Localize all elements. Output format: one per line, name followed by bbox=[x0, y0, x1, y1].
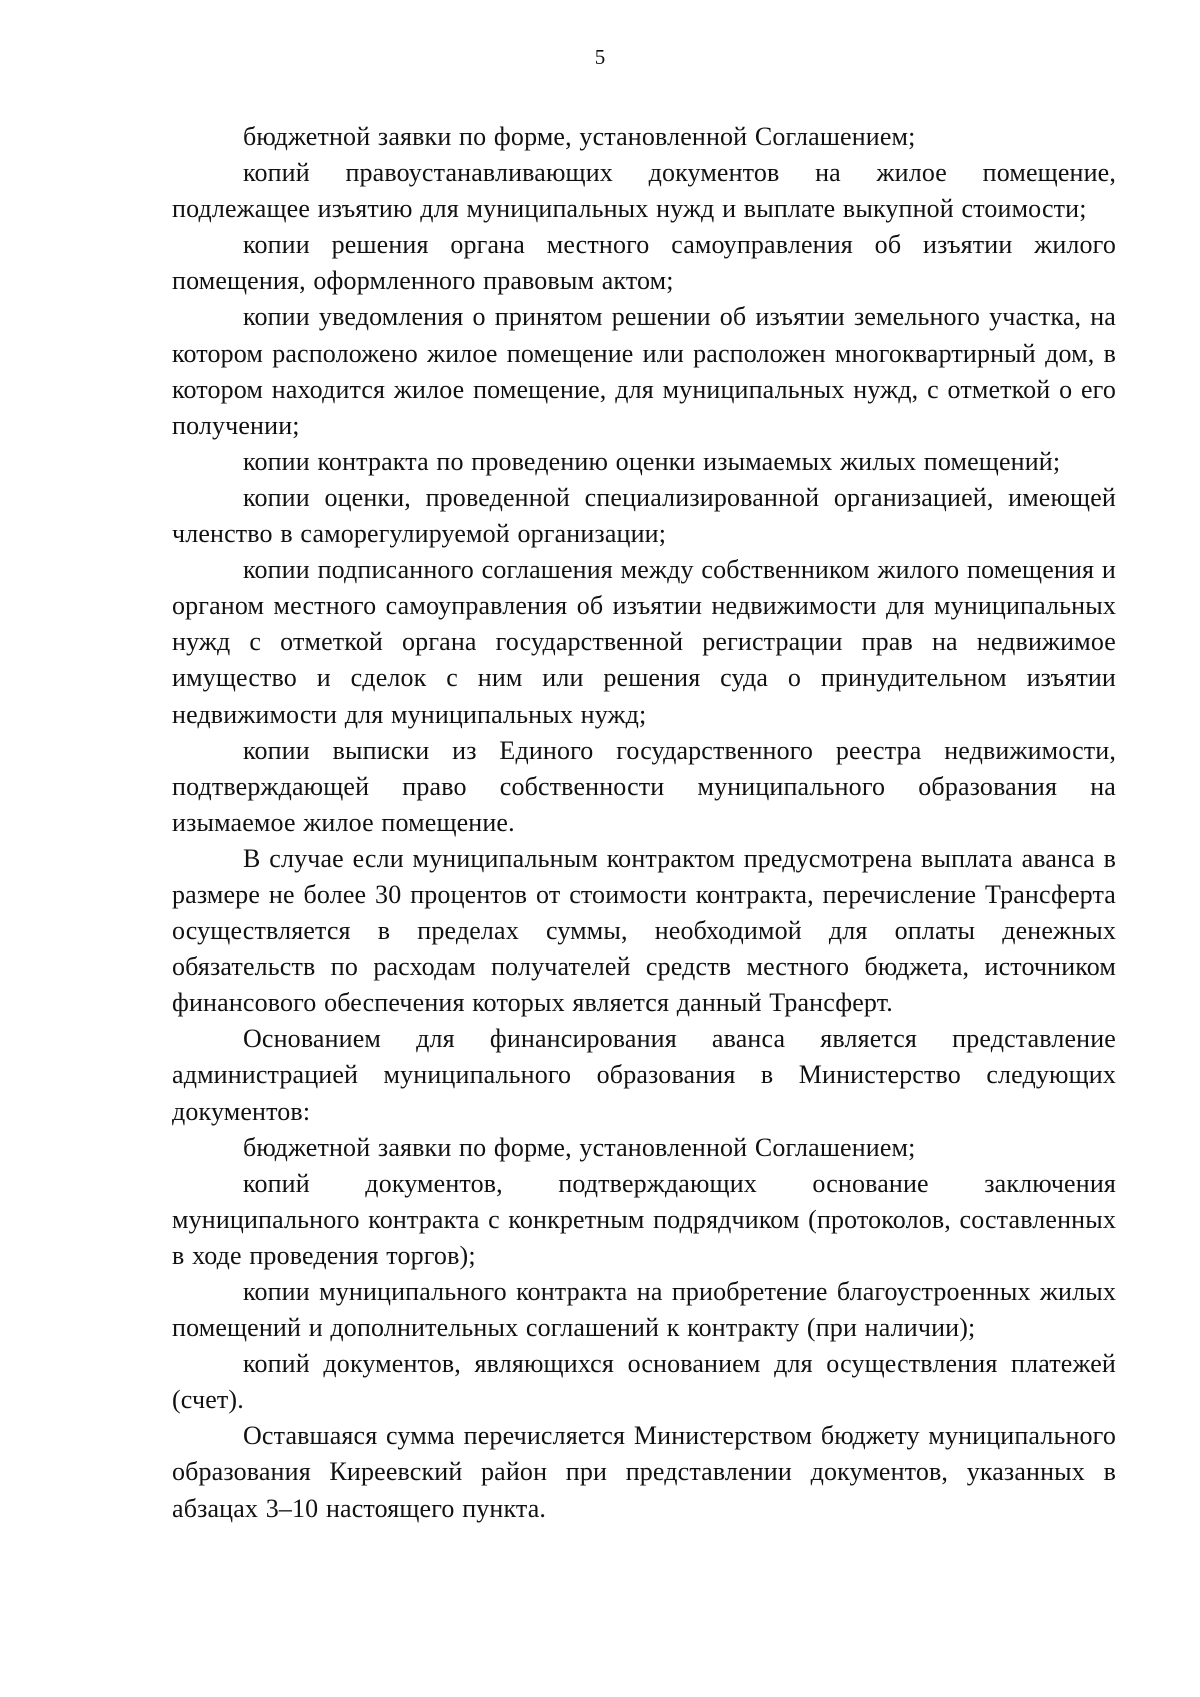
page-number: 5 bbox=[594, 45, 606, 69]
paragraph-registry-extract: копии выписки из Единого государственного реестра недвижимости, подтверждающей право собственности муниципального образования на изымаемое жилое помещение. bbox=[172, 735, 1116, 837]
paragraph-budget-request: бюджетной заявки по форме, установленной Соглашением; bbox=[243, 122, 916, 151]
paragraph-title-documents: копий правоустанавливающих документов на жилое помещение, подлежащее изъятию для муниципальных нужд и выплате выкупной стоимости; bbox=[172, 158, 1116, 224]
document-body bbox=[172, 119, 1116, 1527]
paragraph-signed-agreement: копии подписанного соглашения между собственником жилого помещения и органом местного самоуправления об изъятии недвижимости для муниципальных нужд с отметкой органа государственной регистрации прав на недвижимое имущество и сделок с ним или решения суда о принудительном изъятии недвижимости для муниципальных нужд; bbox=[172, 555, 1116, 729]
paragraph-remaining-amount: Оставшаяся сумма перечисляется Министерством бюджету муниципального образования Киреевский район при представлении документов, указанных в абзацах 3–10 настоящего пункта. bbox=[172, 1421, 1116, 1523]
paragraph-valuation-contract: копии контракта по проведению оценки изымаемых жилых помещений; bbox=[243, 446, 1061, 476]
paragraph-advance-basis: Основанием для финансирования аванса является представление администрацией муниципального образования в Министерство следующих документов: bbox=[172, 1024, 1116, 1126]
paragraph-budget-request-2: бюджетной заявки по форме, установленной Соглашением; bbox=[243, 1132, 916, 1162]
paragraph-seizure-decision: копии решения органа местного самоуправления об изъятии жилого помещения, оформленного правовым актом; bbox=[172, 230, 1116, 296]
paragraph-contract-basis-documents: копий документов, подтверждающих основание заключения муниципального контракта с конкретным подрядчиком (протоколов, составленных в ходе проведения торгов); bbox=[172, 1168, 1116, 1270]
paragraph-payment-documents: копий документов, являющихся основанием для осуществления платежей (счет). bbox=[172, 1349, 1116, 1415]
paragraph-valuation-copy: копии оценки, проведенной специализированной организацией, имеющей членство в саморегулируемой организации; bbox=[172, 482, 1116, 549]
paragraph-municipal-contract-copy: копии муниципального контракта на приобретение благоустроенных жилых помещений и дополнительных соглашений к контракту (при наличии); bbox=[172, 1277, 1116, 1343]
paragraph-advance-payment: В случае если муниципальным контрактом предусмотрена выплата аванса в размере не более 30 процентов от стоимости контракта, перечисление Трансферта осуществляется в пределах суммы, необходимой для оплаты денежных обязательств по расходам получателей средств местного бюджета, источником финансового обеспечения которых является данный Трансферт. bbox=[172, 843, 1116, 1018]
paragraph-land-seizure-notice: копии уведомления о принятом решении об изъятии земельного участка, на котором расположено жилое помещение или расположен многоквартирный дом, в котором находится жилое помещение, для муниципальных нужд, с отметкой о его получении; bbox=[172, 302, 1116, 440]
